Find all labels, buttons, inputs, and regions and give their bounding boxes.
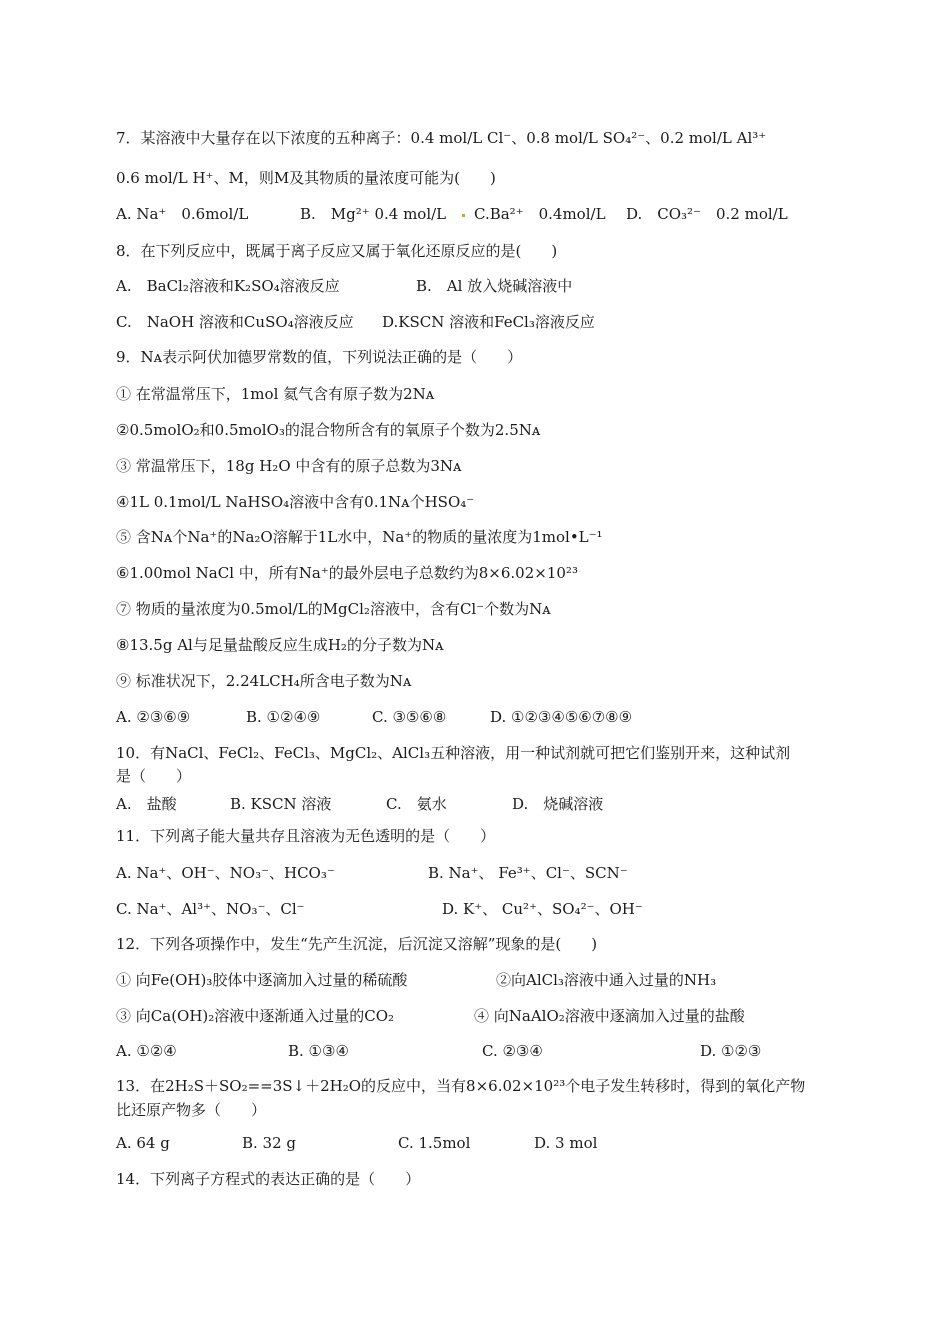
- q11-option-a: A. Na⁺、OH⁻、NO₃⁻、HCO₃⁻: [116, 864, 335, 882]
- q13-stem-line1: 13．在2H₂S＋SO₂==3S↓＋2H₂O的反应中，当有8×6.02×10²³个电子发生转移时，得到的氧化产物: [116, 1077, 806, 1095]
- q11-option-d: D. K⁺、 Cu²⁺、SO₄²⁻、OH⁻: [442, 900, 643, 918]
- q12-item-4: ④ 向NaAlO₂溶液中逐滴加入过量的盐酸: [474, 1007, 745, 1025]
- q13-option-d: D. 3 mol: [534, 1134, 598, 1152]
- q12-option-d: D. ①②③: [700, 1042, 762, 1060]
- q9-item: ① 在常温常压下，1mol 氦气含有原子数为2Nᴀ: [116, 385, 435, 403]
- q13-stem-line2: 比还原产物多（ ）: [116, 1101, 267, 1119]
- q9-item: ②0.5molO₂和0.5molO₃的混合物所含有的氧原子个数为2.5Nᴀ: [116, 421, 541, 439]
- q8-option-a: A. BaCl₂溶液和K₂SO₄溶液反应: [116, 277, 340, 295]
- q9-item: ③ 常温常压下，18g H₂O 中含有的原子总数为3Nᴀ: [116, 457, 462, 475]
- q9-item: ⑥1.00mol NaCl 中，所有Na⁺的最外层电子总数约为8×6.02×10²³: [116, 564, 578, 582]
- q7-stem-line2: 0.6 mol/L H⁺、M，则M及其物质的量浓度可能为( ): [116, 169, 496, 187]
- q10-option-a: A. 盐酸: [116, 795, 177, 813]
- q12-option-b: B. ①③④: [288, 1042, 349, 1060]
- q9-option-a: A. ②③⑥⑨: [116, 708, 191, 726]
- q7-option-d: D. CO₃²⁻ 0.2 mol/L: [626, 205, 788, 223]
- q10-option-b: B. KSCN 溶液: [230, 795, 332, 813]
- q11-option-c: C. Na⁺、Al³⁺、NO₃⁻、Cl⁻: [116, 900, 305, 918]
- q9-option-d: D. ①②③④⑤⑥⑦⑧⑨: [490, 708, 633, 726]
- q9-item: ⑨ 标准状况下，2.24LCH₄所含电子数为Nᴀ: [116, 672, 412, 690]
- q9-option-c: C. ③⑤⑥⑧: [372, 708, 447, 726]
- q7-option-b: B. Mg²⁺ 0.4 mol/L: [300, 205, 447, 223]
- decorative-dot: [456, 204, 471, 224]
- q9-option-b: B. ①②④⑨: [246, 708, 321, 726]
- q11-option-b: B. Na⁺、 Fe³⁺、Cl⁻、SCN⁻: [428, 864, 628, 882]
- q13-option-c: C. 1.5mol: [398, 1134, 471, 1152]
- q10-stem-line1: 10．有NaCl、FeCl₂、FeCl₃、MgCl₂、AlCl₃五种溶液，用一种试剂就可把它们鉴别开来，这种试剂: [116, 744, 791, 762]
- q9-item: ⑧13.5g Al与足量盐酸反应生成H₂的分子数为Nᴀ: [116, 636, 444, 654]
- q10-option-d: D. 烧碱溶液: [512, 795, 604, 813]
- q12-item-1: ① 向Fe(OH)₃胶体中逐滴加入过量的稀硫酸: [116, 971, 408, 989]
- q7-stem-line1: 7．某溶液中大量存在以下浓度的五种离子：0.4 mol/L Cl⁻、0.8 mol/L SO₄²⁻、0.2 mol/L Al³⁺: [116, 129, 767, 147]
- q9-item: ④1L 0.1mol/L NaHSO₄溶液中含有0.1Nᴀ个HSO₄⁻: [116, 493, 475, 511]
- q13-option-a: A. 64 g: [116, 1134, 170, 1152]
- q11-stem: 11．下列离子能大量共存且溶液为无色透明的是（ ）: [116, 827, 496, 845]
- q10-option-c: C. 氨水: [386, 795, 447, 813]
- q7-option-c: C.Ba²⁺ 0.4mol/L: [474, 205, 606, 223]
- q12-item-2: ②向AlCl₃溶液中通入过量的NH₃: [496, 971, 717, 989]
- q12-option-a: A. ①②④: [116, 1042, 177, 1060]
- q10-stem-line2: 是（ ）: [116, 767, 192, 785]
- q14-stem: 14．下列离子方程式的表达正确的是（ ）: [116, 1170, 421, 1188]
- q8-option-d: D.KSCN 溶液和FeCl₃溶液反应: [382, 313, 595, 331]
- q12-stem: 12．下列各项操作中，发生“先产生沉淀，后沉淀又溶解”现象的是( ): [116, 935, 598, 953]
- q8-option-b: B. Al 放入烧碱溶液中: [416, 277, 573, 295]
- q12-item-3: ③ 向Ca(OH)₂溶液中逐渐通入过量的CO₂: [116, 1007, 395, 1025]
- q8-stem: 8．在下列反应中，既属于离子反应又属于氧化还原反应的是( ): [116, 242, 558, 260]
- q13-option-b: B. 32 g: [242, 1134, 297, 1152]
- q9-item: ⑦ 物质的量浓度为0.5mol/L的MgCl₂溶液中，含有Cl⁻个数为Nᴀ: [116, 600, 551, 618]
- q7-option-a: A. Na⁺ 0.6mol/L: [116, 205, 249, 223]
- q8-option-c: C. NaOH 溶液和CuSO₄溶液反应: [116, 313, 354, 331]
- q12-option-c: C. ②③④: [482, 1042, 543, 1060]
- q9-stem: 9．Nᴀ表示阿伏加德罗常数的值，下列说法正确的是（ ）: [116, 348, 523, 366]
- q9-item: ⑤ 含Nᴀ个Na⁺的Na₂O溶解于1L水中，Na⁺的物质的量浓度为1mol•L⁻¹: [116, 528, 603, 546]
